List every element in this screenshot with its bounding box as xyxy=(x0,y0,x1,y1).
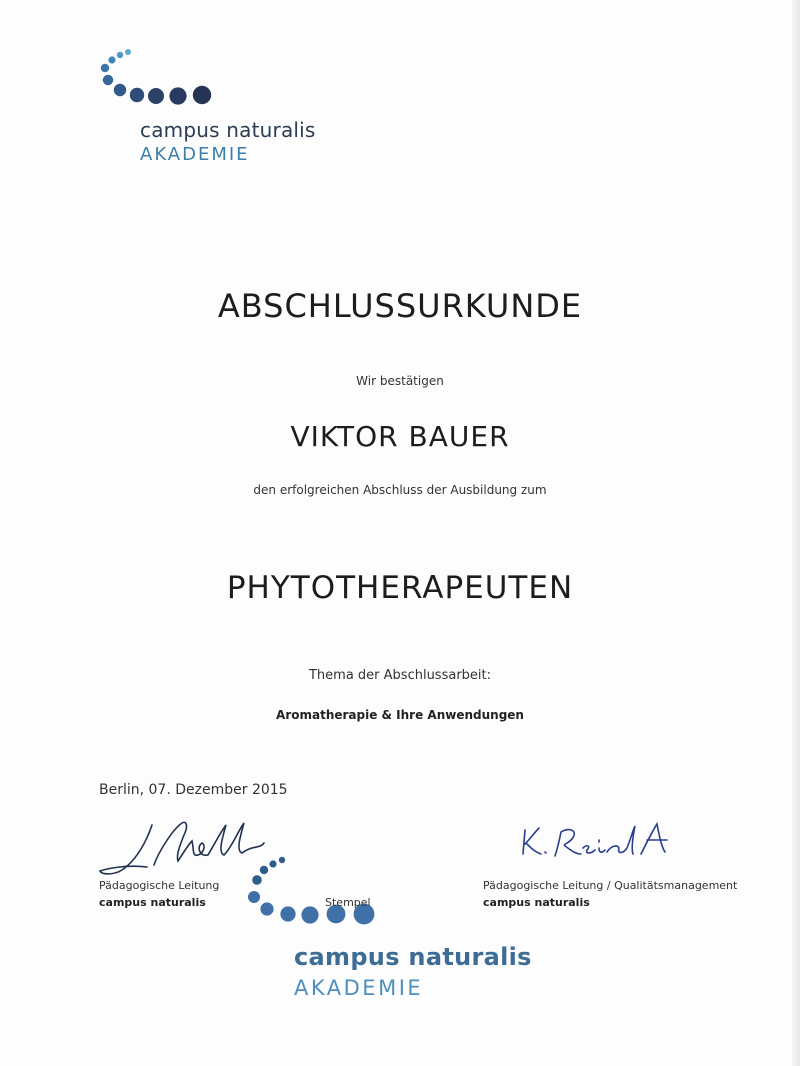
profession-title: PHYTOTHERAPEUTEN xyxy=(226,570,574,606)
dots-logo-icon xyxy=(98,48,338,118)
thesis-topic: Aromatherapie & Ihre Anwendungen xyxy=(276,708,524,722)
stamp-dots-icon xyxy=(240,852,540,932)
right-signer-org: campus naturalis xyxy=(483,896,590,909)
right-signer-role: Pädagogische Leitung / Qualitätsmanagement xyxy=(483,879,738,892)
stamp-logo xyxy=(240,852,540,1012)
recipient-name: VIKTOR BAUER xyxy=(290,420,510,453)
stamp-brand-name: campus naturalis xyxy=(294,943,532,971)
left-signer-org: campus naturalis xyxy=(99,896,206,909)
left-signer-role: Pädagogische Leitung xyxy=(99,879,220,892)
completion-text: den erfolgreichen Abschluss der Ausbildung zum xyxy=(253,483,547,497)
brand-name: campus naturalis xyxy=(140,118,316,142)
brand-sub: AKADEMIE xyxy=(140,144,250,165)
place-date: Berlin, 07. Dezember 2015 xyxy=(99,782,288,798)
scan-edge xyxy=(792,0,800,1066)
confirm-text: Wir bestätigen xyxy=(356,374,444,388)
stamp-label: Stempel xyxy=(325,896,371,909)
signature-right xyxy=(515,818,685,868)
logo-top xyxy=(98,48,338,168)
thesis-label: Thema der Abschlussarbeit: xyxy=(308,668,492,683)
certificate-title: ABSCHLUSSURKUNDE xyxy=(217,287,583,325)
stamp-brand-sub: AKADEMIE xyxy=(294,976,424,1000)
